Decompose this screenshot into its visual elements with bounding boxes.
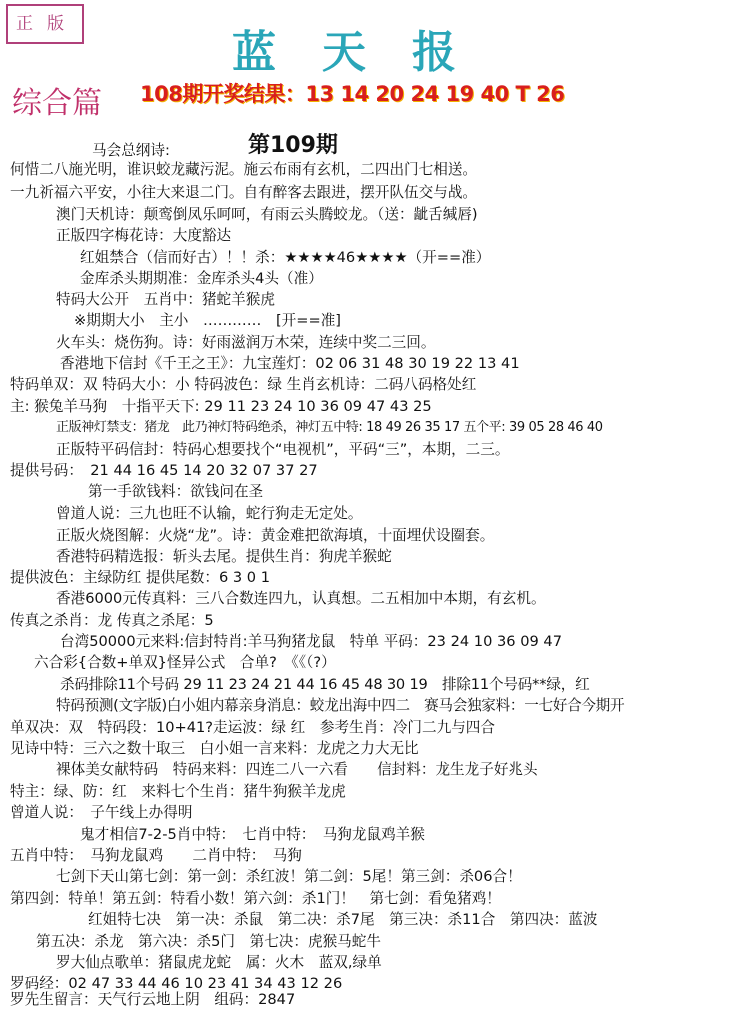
text-line: 见诗中特：三六之数十取三 白小姐一言来料：龙虎之力大无比 [10,740,419,757]
text-line: 马会总纲诗: [92,142,170,159]
text-line: 五肖中特： 马狗龙鼠鸡 二肖中特： 马狗 [10,847,302,864]
text-line: 一九祈福六平安，小往大来退二门。自有醉客去跟进，摆开队伍交与战。 [10,184,478,201]
text-line: 特主：绿、防：红 来料七个生肖：猪牛狗猴羊龙虎 [10,783,346,800]
text-line: 罗码经：02 47 33 44 46 10 23 41 34 43 12 26 [10,975,343,992]
text-line: 红姐特七决 第一决：杀鼠 第二决：杀7尾 第三决：杀11合 第四决：蓝波 [88,911,598,928]
text-line: 台湾50000元来料:信封特肖:羊马狗猪龙鼠 特单 平码：23 24 10 36 09 47 [60,633,562,650]
text-line: 正版神灯禁支：猪龙 此乃神灯特码绝杀，神灯五中特: 18 49 26 35 17 五个平: 39 05 28 46 40 [56,420,603,435]
text-line: 特码单双：双 特码大小：小 特码波色：绿 生肖玄机诗：二码八码格处红 [10,376,477,393]
text-line: 罗先生留言：天气行云地上阴 组码：2847 [10,991,296,1008]
text-line: 香港6000元传真料：三八合数连四九，认真想。二五相加中本期，有玄机。 [56,590,546,607]
text-line: ※期期大小 主小 ………… [开==准] [74,312,341,329]
issue-number: 第109期 [248,133,338,158]
text-line: 金库杀头期期准：金库杀头4头（准） [80,270,323,287]
text-line: 正版火烧图解：火烧“龙”。诗：黄金难把欲海填，十面埋伏设圈套。 [56,527,495,544]
newspaper-title: 蓝天报 [232,27,502,78]
text-line: 单双决：双 特码段：10+41?走运波：绿 红 参考生肖：冷门二九与四合 [10,719,495,736]
text-line: 特码预测(文字版)白小姐内幕亲身消息：蛟龙出海中四二 赛马会独家料：一七好合今期开 [56,697,625,714]
text-line: 红姐禁合（信而好古）！！杀：★★★★46★★★★（开==准） [80,249,491,266]
text-line: 主: 猴兔羊马狗 十指平天下: 29 11 23 24 10 36 09 47 43 25 [10,398,432,415]
text-line: 第四剑：特单！第五剑：特看小数！第六剑：杀1门！ 第七剑：看兔猪鸡！ [10,890,501,907]
text-line: 提供号码： 21 44 16 45 14 20 32 07 37 27 [10,462,318,479]
text-line: 第一手欲钱料：欲钱问在圣 [88,483,264,500]
text-line: 曾道人说： 子午线上办得明 [10,804,193,821]
text-line: 七剑下天山第七剑：第一剑：杀红波！第二剑：5尾！第三剑：杀06合！ [56,868,522,885]
text-line: 香港特码精选报：斩头去尾。提供生肖：狗虎羊猴蛇 [56,548,392,565]
text-line: 火车头：烧伤狗。诗：好雨滋润万木荣，连续中奖二三回。 [56,334,436,351]
text-line: 正版四字梅花诗：大度豁达 [56,227,232,244]
genuine-stamp: 正版 [6,4,84,44]
draw-result: 108期开奖结果：13 14 20 24 19 40 T 26 [140,82,565,106]
text-line: 特码大公开 五肖中：猪蛇羊猴虎 [56,291,275,308]
text-line: 曾道人说：三九也旺不认输，蛇行狗走无定处。 [56,505,363,522]
text-line: 正版特平码信封：特码心想要找个“电视机”，平码“三”，本期，二三。 [56,441,510,458]
text-line: 六合彩{合数+单双}怪异公式 合单? 《《（?） [34,654,336,671]
text-line: 传真之杀肖：龙 传真之杀尾：5 [10,612,214,629]
text-line: 罗大仙点歌单：猪鼠虎龙蛇 属：火木 蓝双,绿单 [56,954,382,971]
text-line: 提供波色：主绿防红 提供尾数：6 3 0 1 [10,569,271,586]
text-line: 香港地下信封《千王之王》：九宝莲灯：02 06 31 48 30 19 22 13 41 [60,355,520,372]
text-line: 裸体美女献特码 特码来料：四连二八一六看 信封料：龙生龙子好兆头 [56,761,538,778]
text-line: 澳门天机诗：颠鸾倒凤乐呵呵，有雨云头腾蛟龙。（送：龇舌缄唇) [56,206,478,223]
section-label: 综合篇 [12,86,102,121]
text-line: 何惜二八施光明，谁识蛟龙藏污泥。施云布雨有玄机，二四出门七相送。 [10,161,478,178]
text-line: 鬼才相信7-2-5肖中特： 七肖中特： 马狗龙鼠鸡羊猴 [80,826,425,843]
text-line: 第五决：杀龙 第六决：杀5门 第七决：虎猴马蛇牛 [36,933,381,950]
text-line: 杀码排除11个号码 29 11 23 24 21 44 16 45 48 30 19 排除11个号码**绿，红 [60,676,590,693]
